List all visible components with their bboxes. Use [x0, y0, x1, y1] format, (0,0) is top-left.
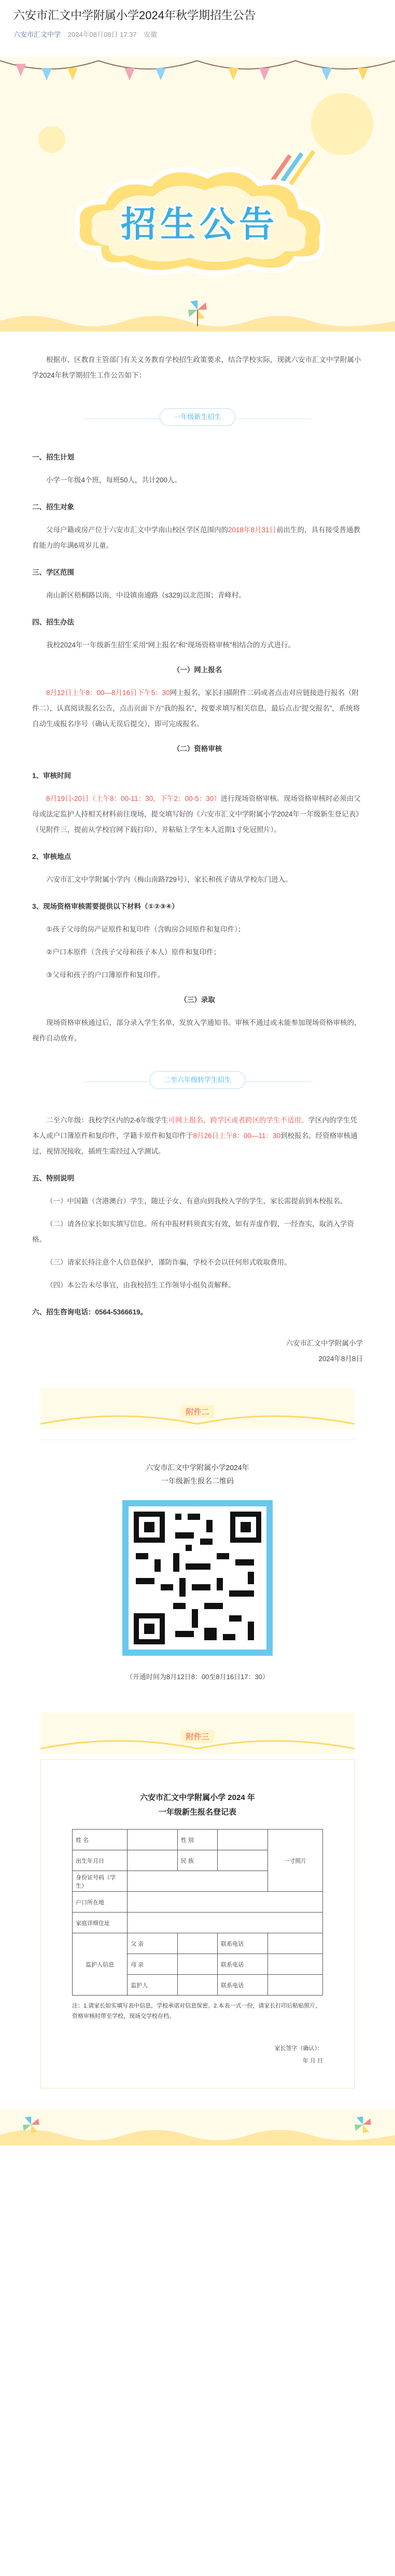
online-text: 8月12日上午8：00—8月16日下午5：30网上报名，家长扫描附件二码或者点击对应链接进行报名（附件二），认真阅读报名公告，点击页面下方“我的报名”，按要求填写相关信息，最后点击“提交报名”，系统将自动生成报名序号（确认无误后提交），即可完成报名。 [32, 689, 360, 728]
article-meta [13, 29, 382, 39]
registration-table [72, 1829, 323, 1996]
table-cell: 监护人 [128, 1975, 178, 1996]
contact-phone[interactable]: 0564-5366619。 [95, 1308, 148, 1316]
sign-org: 六安市汇文中学附属小学 [286, 1339, 363, 1347]
form-note: 注：1.请家长如实填写表中信息，学校承诺对信息保密。2.本表一式一份，请家长打印后粘贴照片，资格审核时带至学校，现场交学校存档。 [72, 2003, 321, 2019]
article-body [0, 331, 395, 1372]
online-time: 8月12日上午8：00—8月16日下午5：30 [46, 689, 170, 697]
qr-code-icon [129, 1506, 266, 1650]
table-cell [267, 1933, 322, 1954]
table-cell: 联系电话 [218, 1975, 268, 1996]
footer-decoration [0, 2109, 395, 2145]
attachment3-header [0, 1712, 395, 1754]
table-row [73, 1892, 323, 1913]
material-item: ①孩子父母的房产证原件和复印件（含购房合同原件和复印件）； [46, 925, 245, 933]
table-cell: 民 族 [177, 1850, 217, 1871]
target-text: 父母户籍或房产位于六安市汇文中学南山校区学区范围内的2018年8月31日前出生的，具有接受普通教育能力的年满6周岁儿童。 [32, 526, 361, 549]
photo-cell: 一寸照片 [267, 1830, 322, 1892]
verify-place-text: 六安市汇文中学附属小学内（梅山南路729号），家长和孩子请从学校东门进入。 [46, 876, 292, 883]
pinwheel-border [0, 290, 395, 331]
table-cell [128, 1913, 323, 1933]
qr-card [40, 1439, 355, 1697]
table-cell [218, 1850, 268, 1871]
transfer-text: 二至六年级：我校学区内的2-6年级学生可网上报名，跨学区或者跨区的学生不适用。学区内的学生凭本人或户口簿原件和复印件，学籍卡原件和复印件于8月26日上午8：00—11：30到校报名。经资格审核通过，视情况接收，插班生需经过入学测试。 [32, 1116, 358, 1155]
heading-verify-place: 2、审核地点 [32, 853, 72, 861]
table-cell [267, 1954, 322, 1975]
attachment2-label: 附件二 [180, 1405, 214, 1418]
attachment3-label: 附件三 [180, 1730, 214, 1743]
table-cell: 家庭详细住址 [73, 1913, 128, 1933]
hero-banner [0, 57, 395, 331]
note-item: （四）本公告未尽事宜，由我校招生工作领导小组负责解释。 [46, 1281, 235, 1289]
transfer-time: 8月26日上午8：00—11：30 [193, 1132, 281, 1140]
signature-date: 年 月 日 [302, 2058, 323, 2064]
section-header-transfer [83, 1071, 312, 1092]
table-cell: 父 亲 [128, 1933, 178, 1954]
registration-qr-code[interactable] [122, 1500, 273, 1656]
account-link[interactable]: 六安市汇文中学 [13, 31, 61, 38]
banner-title: 招生公告 [120, 204, 278, 245]
table-cell [128, 1871, 267, 1892]
article-header [0, 0, 395, 44]
verify-time-text: 8月19日-20日（上午8：00-11：30，下午2：00-5：30）进行现场资格审核。现场资格审核时必须由父母或法定监护人持相关材料前往现场，提交填写好的《六安市汇文中学附属小学2024年一年级新生登记表》（见附件三，提前从学校官网下载打印），并粘贴上学生本人近期1寸免冠照片）。 [32, 795, 363, 834]
note-item: （二）请各位家长如实填写信息。所有申报材料须真实有效，如有弄虚作假，一经查实，取消入学资格。 [32, 1220, 354, 1243]
qr-title-2: 一年级新生报名二维码 [161, 1477, 234, 1485]
table-cell: 联系电话 [218, 1954, 268, 1975]
table-cell [128, 1850, 178, 1871]
birth-deadline: 2018年8月31日 [228, 526, 277, 534]
table-cell: 身份证号码（学生） [73, 1871, 128, 1892]
table-cell [128, 1892, 323, 1913]
table-cell: 监护人信息 [73, 1933, 128, 1996]
registration-form-card [40, 1759, 355, 2088]
qr-open-time: （开通时间为8月12日8：00至8月16日17：30） [126, 1673, 269, 1681]
table-row [73, 1913, 323, 1933]
section-pill-grade1: 一年级新生招生 [160, 408, 235, 426]
heading-online: （一）网上报名 [173, 666, 222, 674]
intro-paragraph: 根据市、区教育主管部门有关义务教育学校招生政策要求，结合学校实际，现就六安市汇文中学附属小学2024年秋学期招生工作公告如下： [32, 356, 361, 379]
note-item: （一）中国籍（含港澳台）学生，随迁子女、有意向到我校入学的学生，家长需提前到本校报名。 [46, 1197, 347, 1205]
method-text: 我校2024年一年级新生招生采用“网上报名”和“现场资格审核”相结合的方式进行。 [46, 641, 295, 649]
admit-text: 现场资格审核通过后，部分录入学生名单，发放入学通知书。审核不通过或未能参加现场资格审核的，视作自动放弃。 [32, 1019, 361, 1042]
plan-text: 小学一年级4个班，每班50人，共计200人。 [46, 476, 182, 484]
attachment2-header [0, 1388, 395, 1429]
table-cell: 联系电话 [218, 1933, 268, 1954]
heading-materials: 3、现场资格审核需要提供以下材料（①②③④） [32, 903, 179, 910]
contact-line: 六、招生咨询电话：0564-5366619。 [32, 1308, 148, 1316]
table-cell: 母 亲 [128, 1954, 178, 1975]
form-title-2: 一年级新生报名登记表 [158, 1808, 236, 1817]
table-cell: 户口所在地 [73, 1892, 128, 1913]
heading-admit: （三）录取 [180, 996, 215, 1004]
sign-date: 2024年8月8日 [318, 1355, 363, 1363]
signature-label: 家长签字（确认）： [274, 2045, 323, 2052]
qr-title-1: 六安市汇文中学附属小学2024年 [146, 1463, 249, 1472]
heading-verify-time: 1、审核时间 [32, 772, 72, 780]
district-text: 南山新区梧桐路以南，中设镇南通路（s329)以北范围；青峰村。 [46, 591, 246, 599]
heading-method: 四、招生办法 [32, 618, 74, 626]
heading-plan: 一、招生计划 [32, 453, 74, 461]
heading-district: 三、学区范围 [32, 569, 74, 576]
article-title: 六安市汇文中学附属小学2024年秋学期招生公告 [13, 9, 256, 22]
section-header-grade1 [83, 408, 312, 429]
publish-date: 2024年08月08日 17:37 [67, 31, 137, 38]
table-row [73, 1830, 323, 1850]
table-cell [218, 1830, 268, 1850]
title-cloud [67, 160, 332, 280]
table-cell [128, 1830, 178, 1850]
table-cell: 性 别 [177, 1830, 217, 1850]
heading-notes: 五、特别说明 [32, 1174, 74, 1182]
note-item: （三）请家长持注意个人信息保护，谨防诈骗，学校不会以任何形式收取费用。 [46, 1258, 291, 1266]
section-pill-transfer: 二至六年级转学生招生 [150, 1071, 245, 1089]
publish-location: 安徽 [144, 31, 158, 38]
heading-target: 二、招生对象 [32, 503, 74, 511]
heading-verify: （二）资格审核 [173, 745, 222, 753]
material-item: ③父母和孩子的户口簿原件和复印件。 [46, 971, 165, 979]
form-signature [72, 2042, 323, 2067]
table-row [73, 1933, 323, 1954]
verify-time: 8月19日-20日（上午8：00-11：30，下午2：00-5：30） [46, 795, 221, 802]
table-cell: 姓 名 [73, 1830, 128, 1850]
table-cell [177, 1933, 217, 1954]
form-title-1: 六安市汇文中学附属小学 2024 年 [140, 1793, 255, 1802]
material-item: ②户口本原件（含孩子父母和孩子本人）原件和复印件； [46, 948, 221, 956]
table-cell [177, 1954, 217, 1975]
table-cell [267, 1975, 322, 1996]
table-cell [177, 1975, 217, 1996]
table-cell: 出生年月日 [73, 1850, 128, 1871]
